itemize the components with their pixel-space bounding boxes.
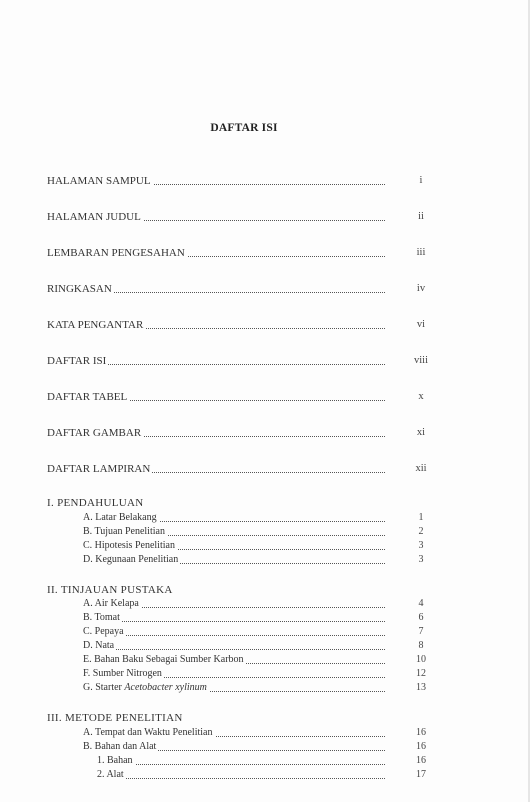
toc-subentry-label: F. Sumber Nitrogen xyxy=(83,668,162,679)
chapter-heading: II. TINJAUAN PUSTAKA xyxy=(47,584,173,596)
toc-entry-halaman-judul xyxy=(47,210,435,224)
toc-entry-ringkasan xyxy=(47,282,435,296)
toc-subentry-page: 2 xyxy=(418,526,424,537)
toc-entry-page: x xyxy=(418,391,424,402)
toc-entry-label: DAFTAR LAMPIRAN xyxy=(47,463,151,475)
toc-entry-label: DAFTAR GAMBAR xyxy=(47,427,142,439)
dot-leader xyxy=(83,635,385,636)
toc-subentry-label: E. Bahan Baku Sebagai Sumber Karbon xyxy=(83,654,244,665)
toc-entry-lembaran-pengesahan xyxy=(47,246,435,260)
toc-subentry-page: 4 xyxy=(418,598,424,609)
page-title: DAFTAR ISI xyxy=(210,122,278,134)
toc-entry-label: KATA PENGANTAR xyxy=(47,319,144,331)
dot-leader xyxy=(83,649,385,650)
toc-subentry-label: C. Hipotesis Penelitian xyxy=(83,540,175,551)
toc-subentry-page: 1 xyxy=(418,512,424,523)
toc-subentry xyxy=(83,726,435,740)
chapter-heading: III. METODE PENELITIAN xyxy=(47,712,183,724)
toc-subsubentry-page: 16 xyxy=(416,755,426,766)
toc-subentry xyxy=(83,653,435,667)
toc-entry-label: RINGKASAN xyxy=(47,283,112,295)
toc-subentry-page: 13 xyxy=(416,682,426,693)
toc-subsubentry-page: 17 xyxy=(416,769,426,780)
toc-subentry-label: B. Tomat xyxy=(83,612,120,623)
toc-entry-page: ii xyxy=(418,211,424,222)
toc-entry-page: iii xyxy=(416,247,426,258)
toc-subentry xyxy=(83,625,435,639)
toc-subentry xyxy=(83,681,435,695)
toc-subentry-page: 8 xyxy=(418,640,424,651)
toc-subentry-label xyxy=(83,681,209,695)
toc-subentry-page: 12 xyxy=(416,668,426,679)
toc-subentry-page: 10 xyxy=(416,654,426,665)
toc-entry-halaman-sampul xyxy=(47,174,435,188)
dot-leader xyxy=(97,778,385,779)
toc-subentry-page: 6 xyxy=(418,612,424,623)
toc-entry-kata-pengantar xyxy=(47,318,435,332)
toc-subentry-page: 16 xyxy=(416,741,426,752)
toc-subsubentry-label: 1. Bahan xyxy=(97,755,133,766)
toc-entry-page: iv xyxy=(416,283,426,294)
toc-subentry xyxy=(83,667,435,681)
toc-subentry-page: 7 xyxy=(418,626,424,637)
toc-subentry xyxy=(83,611,435,625)
toc-subentry xyxy=(83,597,435,611)
dot-leader xyxy=(97,764,385,765)
toc-subsubentry xyxy=(97,754,435,768)
toc-entry-daftar-gambar xyxy=(47,426,435,440)
toc-entry-page: i xyxy=(419,175,423,186)
toc-subentry-label: B. Tujuan Penelitian xyxy=(83,526,165,537)
toc-subentry xyxy=(83,511,435,525)
label-italic-species: Acetobacter xylinum xyxy=(124,682,207,693)
toc-subentry xyxy=(83,525,435,539)
toc-entry-label: DAFTAR TABEL xyxy=(47,391,128,403)
toc-entry-daftar-lampiran xyxy=(47,462,435,476)
toc-subentry-label: D. Kegunaan Penelitian xyxy=(83,554,179,565)
toc-subentry-label: A. Latar Belakang xyxy=(83,512,157,523)
toc-subentry-label: A. Air Kelapa xyxy=(83,598,139,609)
label-prefix: G. Starter xyxy=(83,682,125,693)
toc-subentry xyxy=(83,639,435,653)
toc-entry-page: xi xyxy=(416,427,426,438)
toc-subentry-page: 3 xyxy=(418,554,424,565)
toc-subentry-label: B. Bahan dan Alat xyxy=(83,741,157,752)
toc-entry-label: DAFTAR ISI xyxy=(47,355,107,367)
toc-subentry xyxy=(83,539,435,553)
toc-subentry-page: 3 xyxy=(418,540,424,551)
toc-entry-label: HALAMAN SAMPUL xyxy=(47,175,151,187)
toc-subentry-label: C. Pepaya xyxy=(83,626,124,637)
toc-subentry xyxy=(83,553,435,567)
toc-entry-page: viii xyxy=(413,355,428,366)
toc-entry-daftar-isi xyxy=(47,354,435,368)
chapter-heading: I. PENDAHULUAN xyxy=(47,497,144,509)
toc-subentry-page: 16 xyxy=(416,727,426,738)
dot-leader xyxy=(83,621,385,622)
toc-subsubentry xyxy=(97,768,435,782)
toc-entry-page: xii xyxy=(415,463,427,474)
toc-entry-daftar-tabel xyxy=(47,390,435,404)
toc-entry-label: HALAMAN JUDUL xyxy=(47,211,141,223)
toc-entry-page: vi xyxy=(416,319,426,330)
toc-subentry-label: D. Nata xyxy=(83,640,115,651)
toc-subsubentry-label: 2. Alat xyxy=(97,769,124,780)
toc-subentry xyxy=(83,740,435,754)
toc-subentry-label: A. Tempat dan Waktu Penelitian xyxy=(83,727,213,738)
toc-entry-label: LEMBARAN PENGESAHAN xyxy=(47,247,185,259)
